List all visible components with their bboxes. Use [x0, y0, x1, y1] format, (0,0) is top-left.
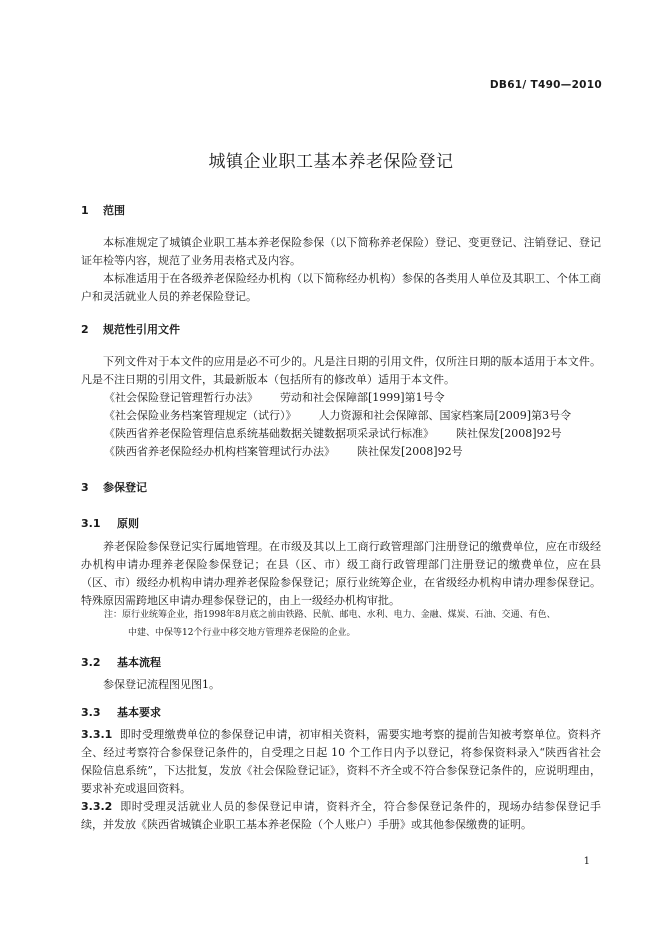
- section-number: 3.1: [81, 517, 101, 530]
- section-1-paragraph-2: 本标准适用于在各级养老保险经办机构（以下简称经办机构）参保的各类用人单位及其职工、个体工商户和灵活就业人员的养老保险登记。: [81, 272, 601, 303]
- reference-title: 《社会保险业务档案管理规定（试行）》: [104, 409, 297, 422]
- section-3-1-paragraph: 养老保险参保登记实行属地管理。在市级及其以上工商行政管理部门注册登记的缴费单位，应在市级经办机构申请办理养老保险参保登记；在县（区、市）级工商行政管理部门注册登记的缴费单位，应在县（区、市）级经办机构申请办理养老保险参保登记；原行业统筹企业，在省级经办机构申请办理参保登记。特殊原因需跨地区申请办理参保登记的，由上一级经办机构审批。: [81, 540, 601, 607]
- reference-item: [104, 407, 593, 425]
- section-title: 原则: [117, 517, 139, 530]
- note: [104, 606, 604, 642]
- section-title: 范围: [103, 204, 125, 217]
- reference-item: [104, 389, 467, 407]
- section-number: 3.3: [81, 706, 101, 719]
- section-3-1-heading: [81, 515, 139, 531]
- note-label: 注：: [104, 610, 123, 620]
- subsection-text: 即时受理缴费单位的参保登记申请，初审相关资料，需要实地考察的提前告知被考察单位。资料齐全、经过考察符合参保登记条件的，自受理之日起 10 个工作日内予以登记，将参保资料录入“陕西省社会保险信息系统”，下达批复，发放《社会保险登记证》，资料不齐全或不符合参保登记条件的，应说明理由，要求补充或退回资料。: [81, 728, 601, 795]
- section-number: 3: [81, 481, 89, 494]
- note-text-line-1: 原行业统筹企业，指1998年8月底之前由铁路、民航、邮电、水利、电力、金融、煤炭、石油、交通、有色、: [122, 610, 556, 620]
- reference-title: 《社会保险登记管理暂行办法》: [104, 391, 258, 404]
- reference-issuer: 陕社保发[2008]92号: [456, 427, 562, 440]
- reference-item: [104, 425, 584, 443]
- page-title: 城镇企业职工基本养老保险登记: [208, 152, 454, 172]
- section-number: 2: [81, 323, 89, 336]
- section-number: 3.2: [81, 656, 101, 669]
- subsection-number: 3.3.2: [81, 800, 113, 813]
- note-text-line-2: 中建、中保等12个行业中移交地方管理养老保险的企业。: [128, 628, 356, 638]
- reference-issuer: 劳动和社会保障部[1999]第1号令: [280, 391, 445, 404]
- section-3-3-heading: [81, 704, 161, 720]
- section-3-heading: [81, 479, 147, 495]
- subsection-text: 即时受理灵活就业人员的参保登记申请，资料齐全，符合参保登记条件的，现场办结参保登记手续，并发放《陕西省城镇企业职工基本养老保险（个人账户）手册》或其他参保缴费的证明。: [81, 800, 602, 831]
- reference-item: [104, 443, 485, 461]
- section-3-3-1-paragraph: [81, 726, 601, 798]
- section-3-3-2-paragraph: [81, 798, 601, 834]
- reference-issuer: 陕社保发[2008]92号: [357, 445, 463, 458]
- section-title: 基本要求: [117, 706, 161, 719]
- section-3-2-heading: [81, 654, 161, 670]
- section-2-heading: [81, 321, 180, 337]
- standard-number: DB61/ T490—2010: [489, 79, 602, 91]
- reference-title: 《陕西省养老保险经办机构档案管理试行办法》: [104, 445, 335, 458]
- section-number: 1: [81, 204, 89, 217]
- section-1-heading: [81, 202, 125, 218]
- reference-title: 《陕西省养老保险管理信息系统基础数据关键数据项采录试行标准》: [104, 427, 434, 440]
- section-1-paragraph-1: 本标准规定了城镇企业职工基本养老保险参保（以下简称养老保险）登记、变更登记、注销登记、登记证年检等内容，规范了业务用表格式及内容。: [81, 236, 601, 267]
- page-number: 1: [583, 856, 590, 867]
- reference-issuer: 人力资源和社会保障部、国家档案局[2009]第3号令: [318, 409, 572, 422]
- section-title: 基本流程: [117, 656, 161, 669]
- subsection-number: 3.3.1: [81, 728, 113, 741]
- section-3-2-paragraph: 参保登记流程图见图1。: [103, 678, 220, 691]
- section-2-paragraph: 下列文件对于本文件的应用是必不可少的。凡是注日期的引用文件，仅所注日期的版本适用于本文件。凡是不注日期的引用文件，其最新版本（包括所有的修改单）适用于本文件。: [81, 355, 601, 386]
- section-title: 参保登记: [103, 481, 147, 494]
- section-title: 规范性引用文件: [103, 323, 180, 336]
